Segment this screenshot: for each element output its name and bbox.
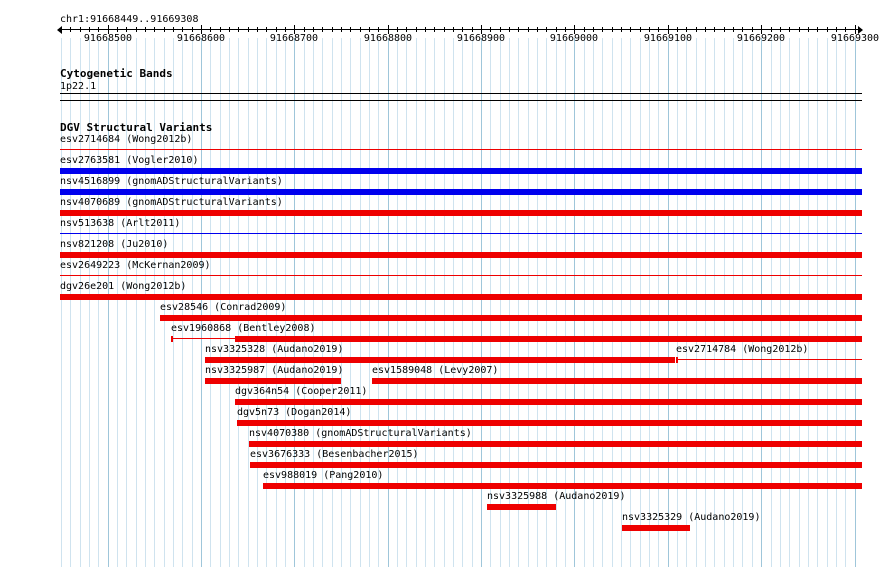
- variant-label[interactable]: dgv26e201 (Wong2012b): [60, 281, 187, 292]
- variant-glyph[interactable]: [60, 252, 862, 258]
- ruler-tick-label: 91669000: [549, 33, 599, 44]
- variant-label[interactable]: nsv3325329 (Audano2019): [622, 512, 761, 523]
- cytoband-label[interactable]: 1p22.1: [60, 81, 97, 92]
- variant-glyph[interactable]: [60, 168, 862, 174]
- variant-glyph[interactable]: [60, 149, 862, 150]
- variant-label[interactable]: dgv5n73 (Dogan2014): [237, 407, 352, 418]
- ruler-tick-label: 91669200: [736, 33, 786, 44]
- variant-glyph[interactable]: [60, 210, 862, 216]
- variant-glyph[interactable]: [676, 359, 862, 360]
- region-label: chr1:91668449..91669308: [60, 14, 199, 25]
- variant-glyph[interactable]: [487, 504, 556, 510]
- variant-glyph[interactable]: [60, 294, 862, 300]
- variant-label[interactable]: esv2714784 (Wong2012b): [676, 344, 809, 355]
- variant-label[interactable]: nsv3325988 (Audano2019): [487, 491, 626, 502]
- variant-label[interactable]: nsv821208 (Ju2010): [60, 239, 169, 250]
- variant-label[interactable]: esv2714684 (Wong2012b): [60, 134, 193, 145]
- variant-glyph[interactable]: [60, 189, 862, 195]
- variant-glyph[interactable]: [622, 525, 690, 531]
- variant-label[interactable]: nsv3325987 (Audano2019): [205, 365, 344, 376]
- ruler-tick-label: 91668500: [83, 33, 133, 44]
- variant-label[interactable]: nsv4516899 (gnomADStructuralVariants): [60, 176, 283, 187]
- variant-label[interactable]: nsv4070689 (gnomADStructuralVariants): [60, 197, 283, 208]
- variant-glyph[interactable]: [60, 275, 862, 276]
- variant-glyph[interactable]: [235, 336, 862, 342]
- variant-glyph[interactable]: [263, 483, 862, 489]
- variant-glyph[interactable]: [235, 399, 862, 405]
- variant-glyph[interactable]: [160, 315, 862, 321]
- variant-label[interactable]: nsv4070380 (gnomADStructuralVariants): [249, 428, 472, 439]
- variant-glyph[interactable]: [372, 378, 862, 384]
- variant-glyph[interactable]: [249, 441, 862, 447]
- variant-label[interactable]: esv988019 (Pang2010): [263, 470, 384, 481]
- variant-label[interactable]: esv1589048 (Levy2007): [372, 365, 499, 376]
- ruler-tick-label: 91668700: [269, 33, 319, 44]
- variant-glyph[interactable]: [60, 233, 862, 234]
- ruler-tick-label: 91669100: [643, 33, 693, 44]
- variant-glyph[interactable]: [171, 338, 235, 339]
- variant-label[interactable]: esv1960868 (Bentley2008): [171, 323, 316, 334]
- variant-label[interactable]: esv3676333 (Besenbacher2015): [250, 449, 419, 460]
- variant-glyph[interactable]: [205, 378, 341, 384]
- variant-glyph[interactable]: [250, 462, 862, 468]
- variant-label[interactable]: esv28546 (Conrad2009): [160, 302, 287, 313]
- variant-label[interactable]: nsv3325328 (Audano2019): [205, 344, 344, 355]
- cytoband-track-title[interactable]: Cytogenetic Bands: [60, 67, 173, 80]
- variant-glyph[interactable]: [171, 336, 173, 342]
- ruler-tick-label: 91668600: [176, 33, 226, 44]
- dgv-track-title[interactable]: DGV Structural Variants: [60, 121, 213, 134]
- variant-glyph[interactable]: [205, 357, 675, 363]
- variant-label[interactable]: dgv364n54 (Cooper2011): [235, 386, 368, 397]
- variant-label[interactable]: nsv513638 (Arlt2011): [60, 218, 181, 229]
- ruler-tick-label: 91668900: [456, 33, 506, 44]
- variant-label[interactable]: esv2763581 (Vogler2010): [60, 155, 199, 166]
- ruler-tick-label: 91669300: [830, 33, 880, 44]
- variant-glyph[interactable]: [237, 420, 862, 426]
- ruler-tick-label: 91668800: [363, 33, 413, 44]
- variant-glyph[interactable]: [676, 357, 678, 363]
- variant-label[interactable]: esv2649223 (McKernan2009): [60, 260, 211, 271]
